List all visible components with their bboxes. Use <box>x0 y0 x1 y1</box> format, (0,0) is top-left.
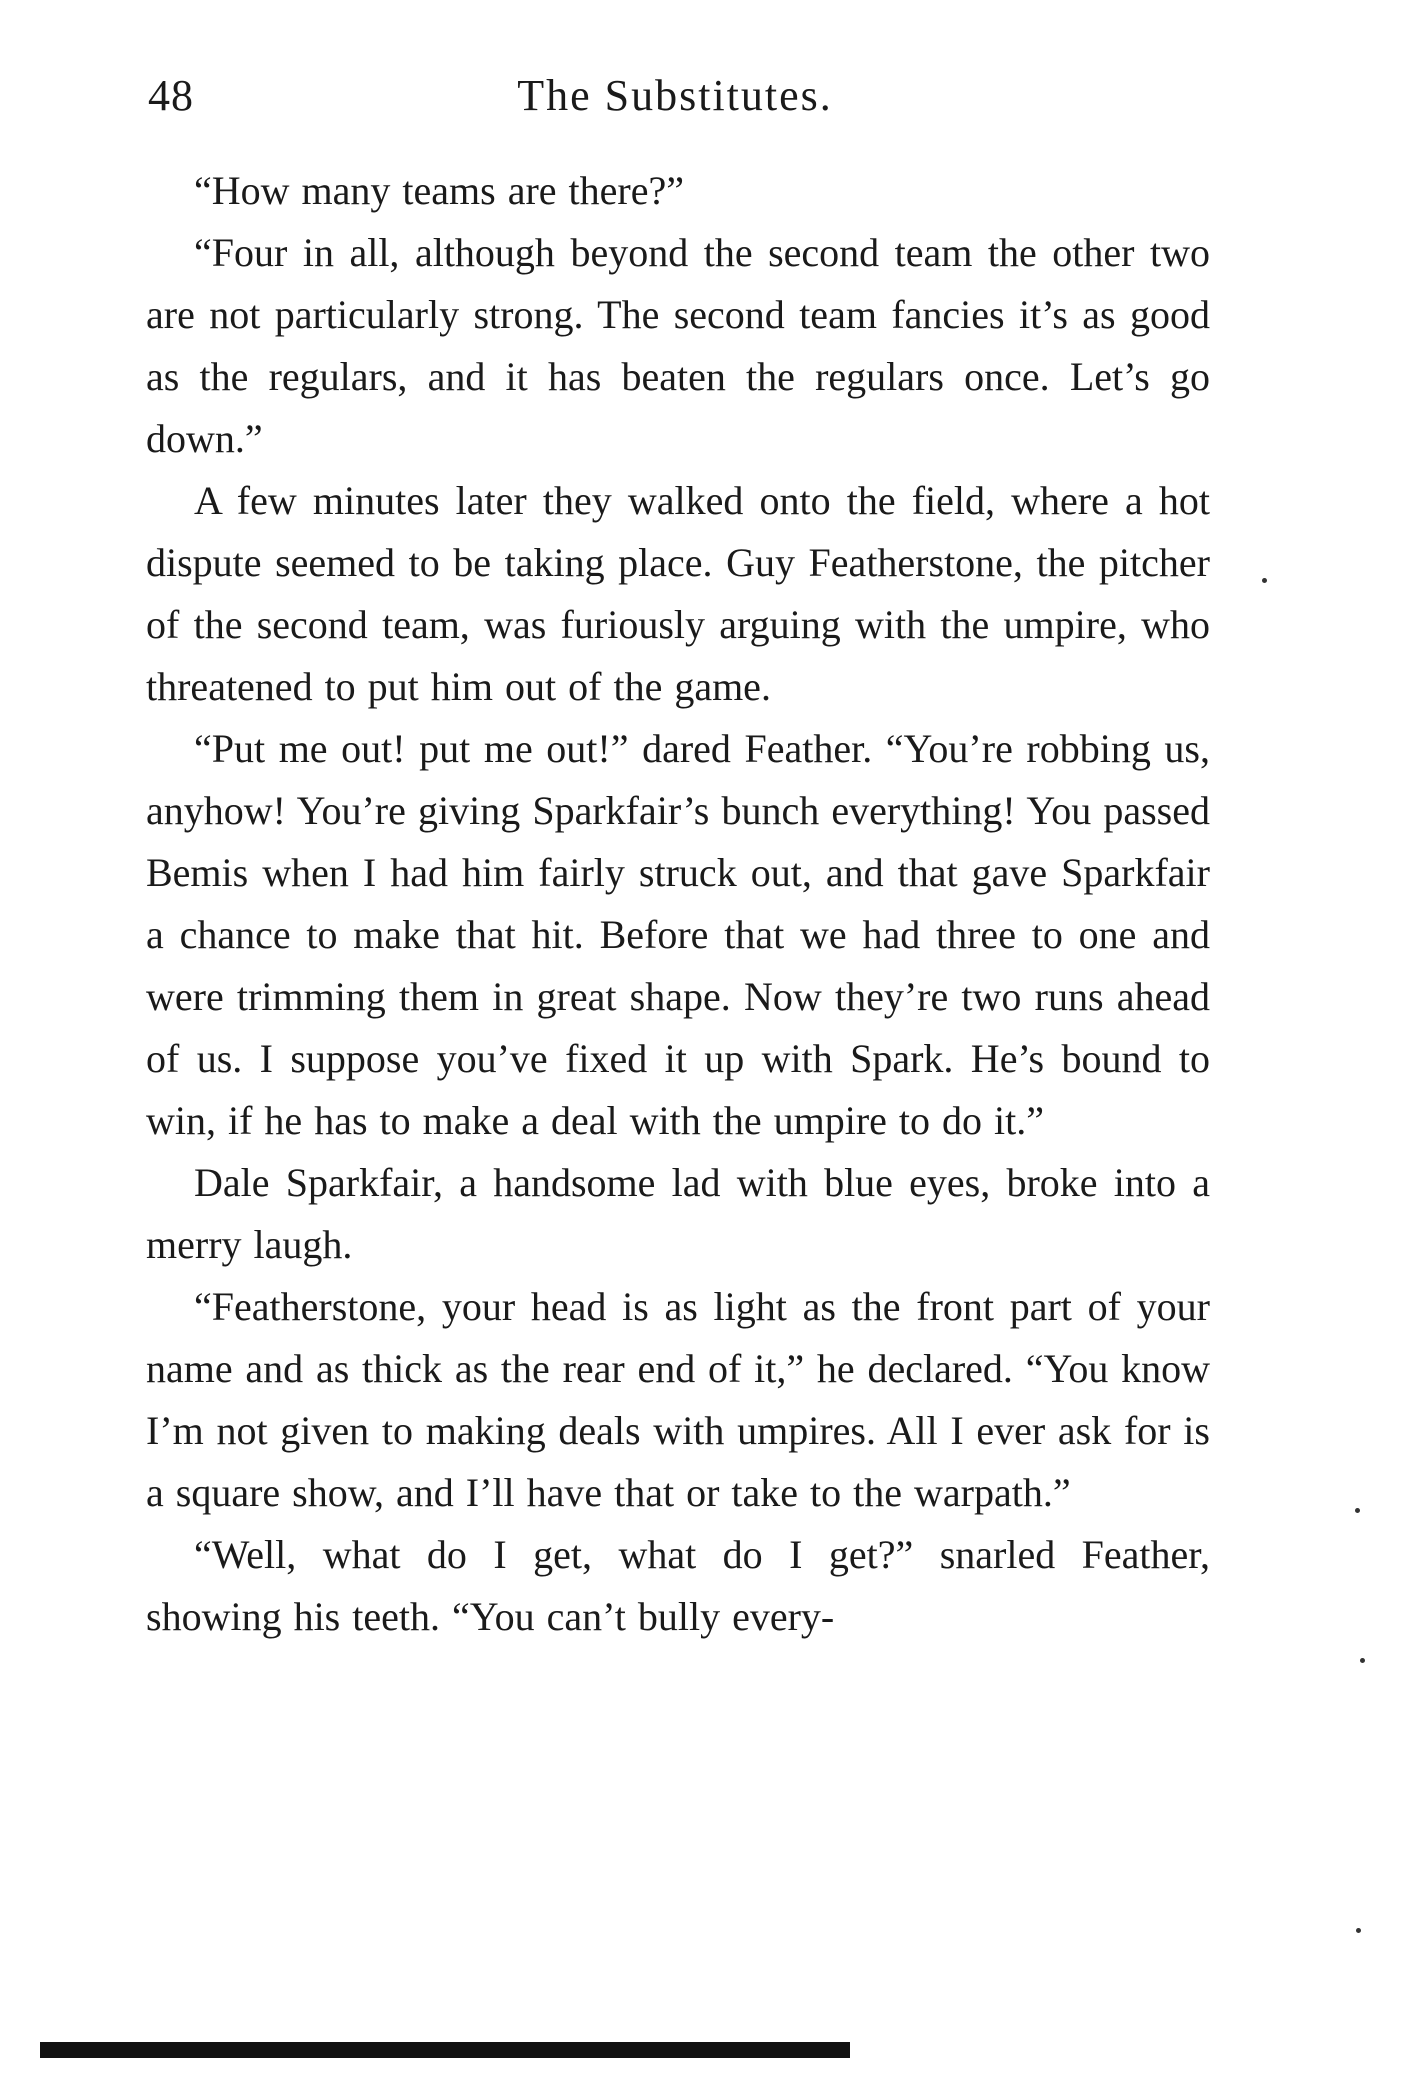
print-speck <box>1360 1658 1365 1663</box>
paragraph-6: “Featherstone, your head is as light as the front part of your name and as thick as the rear end of it,” he declared. “You know I’m not given to making deals with umpires. All I ever ask for is a square show, and I’ll have that or take to the warpath.” <box>146 1284 1210 1515</box>
bottom-scan-rule-fade <box>40 2048 240 2056</box>
paragraph-3: A few minutes later they walked onto the field, where a hot dispute seemed to be taking place. Guy Featherstone, the pitcher of the second team, was furiously arguing with the umpire, who threatened to put him out of the game. <box>146 478 1210 709</box>
paragraph-1: “How many teams are there?” <box>194 168 684 213</box>
print-speck <box>1356 1928 1361 1933</box>
paragraph-5: Dale Sparkfair, a handsome lad with blue eyes, broke into a merry laugh. <box>146 1160 1210 1267</box>
text-body <box>146 160 1210 1648</box>
page-number: 48 <box>148 71 194 120</box>
paragraph-2: “Four in all, although beyond the second team the other two are not particularly strong. The second team fancies it’s as good as the regulars, and it has beaten the regulars once. Let’s go down.” <box>146 230 1210 461</box>
paragraph-4: “Put me out! put me out!” dared Feather. “You’re robbing us, anyhow! You’re giving Sparkfair’s bunch everything! You passed Bemis when I had him fairly struck out, and that gave Sparkfair a chance to make that hit. Before that we had three to one and were trimming them in great shape. Now they’re two runs ahead of us. I suppose you’ve fixed it up with Spark. He’s bound to win, if he has to make a deal with the umpire to do it.” <box>146 726 1210 1143</box>
print-speck <box>1262 578 1267 583</box>
paragraph-7: “Well, what do I get, what do I get?” snarled Feather, showing his teeth. “You can’t bully every- <box>146 1532 1210 1639</box>
print-speck <box>1355 1508 1360 1513</box>
page-header <box>140 70 1210 130</box>
running-title: The Substitutes. <box>517 71 833 120</box>
